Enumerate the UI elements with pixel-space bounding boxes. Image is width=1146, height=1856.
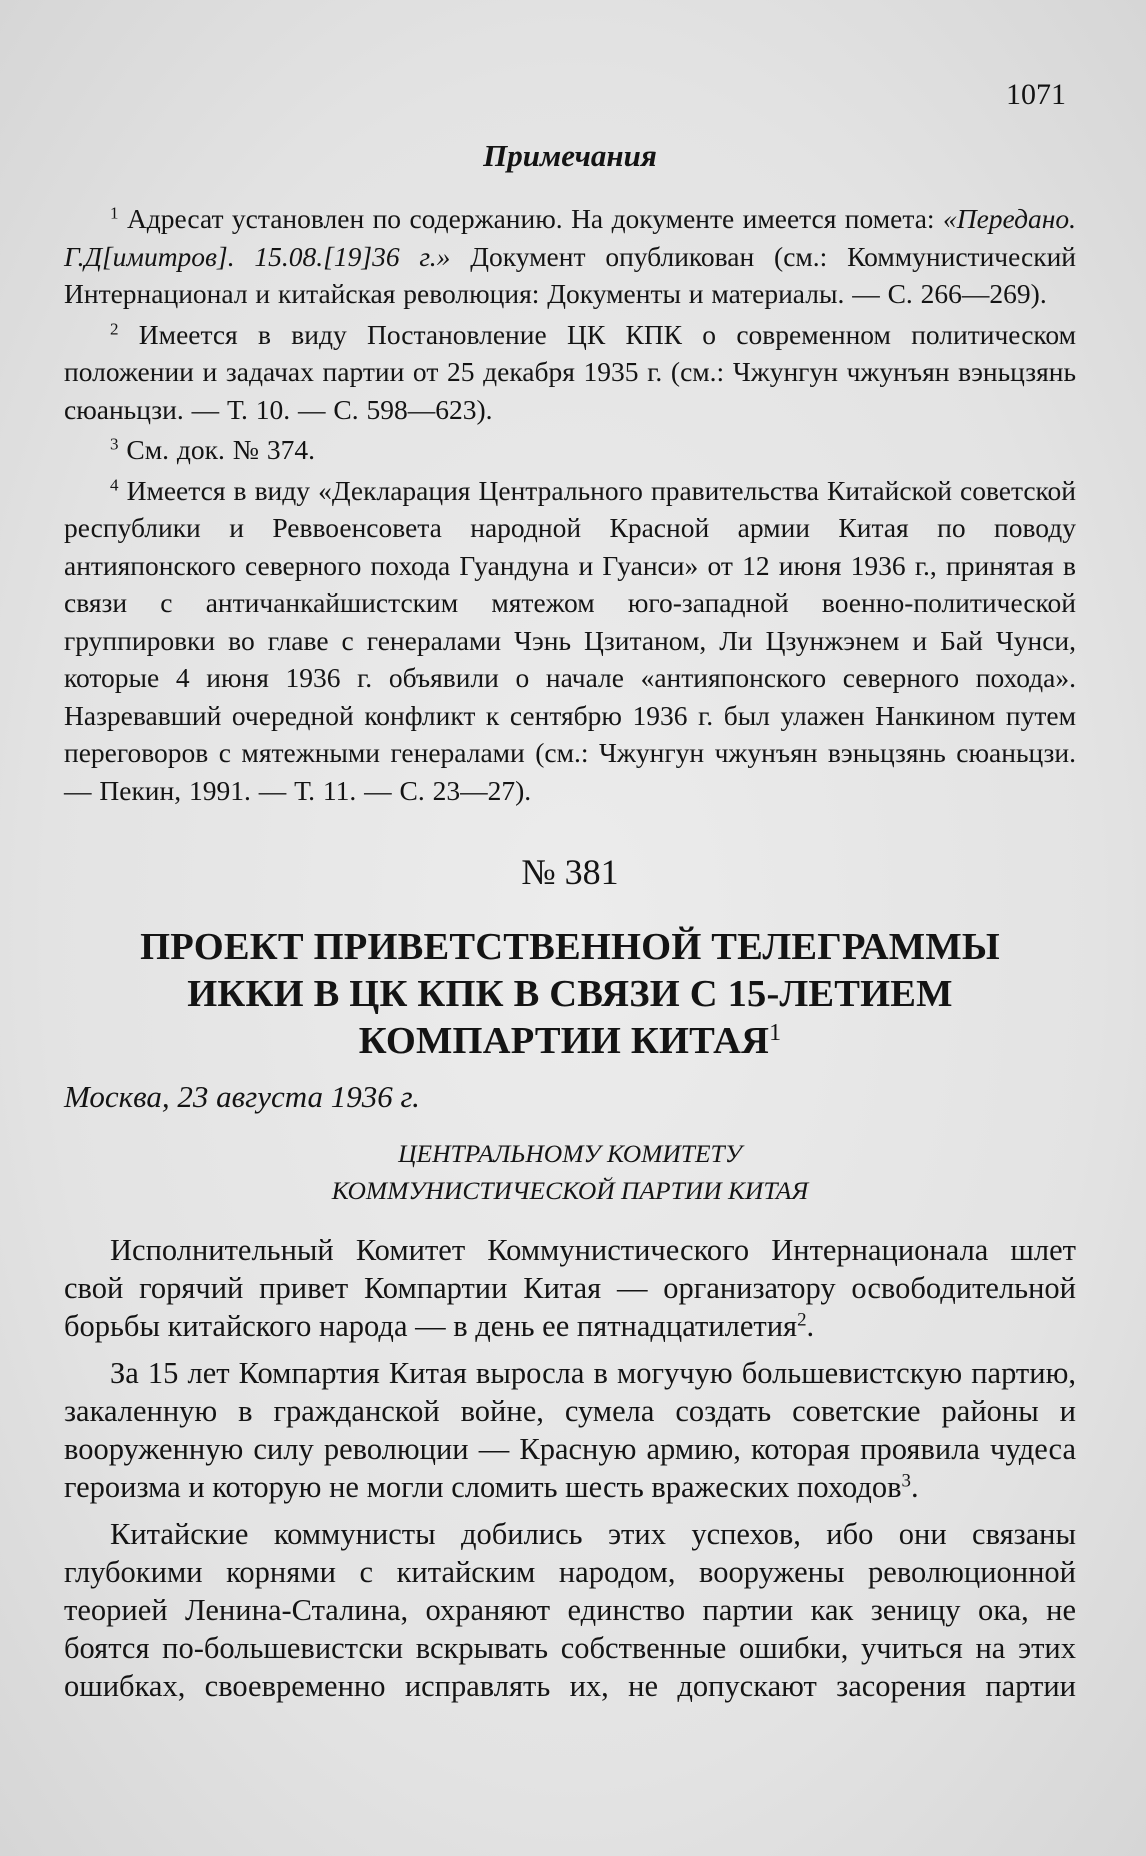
note-3 <box>64 431 1076 469</box>
note-text: Имеется в виду «Декларация Центрального правительства Китайской советской республики и Реввоенсовета народной Красной армии Китая по поводу антияпонского северного похода Гуандуна и Гуанси» от 12 июня 1936 г., принятая в связи с античанкайшистским мятежом юго-западной военно-политической группировки во главе с генералами Чэнь Цзитаном, Ли Цзунжэнем и Бай Чунси, которые 4 июня 1936 г. объявили о начале «антияпонского северного похода». Назревавший очередной конфликт к сентябрю 1936 г. был улажен Нанкином путем переговоров с мятежными генералами (см.: Чжунгун чжунъян вэньцзянь сюаньцзи. — Пекин, 1991. — Т. 11. — С. 23—27). <box>64 474 1076 806</box>
document-title <box>64 924 1076 1065</box>
note-italic-text: «Передано. Г.Д[имитров]. 15.08.[19]36 г.» <box>64 203 1076 272</box>
notes-heading: Примечания <box>483 138 657 173</box>
paragraph-text: Исполнительный Комитет Коммунистического Интернационала шлет свой горячий привет Компартии Китая — организатору освободительной борьбы китайского народа — в день ее пятнадцатилетия <box>64 1233 1076 1343</box>
document-number: № 381 <box>521 852 619 892</box>
footnote-marker: 3 <box>901 1470 911 1492</box>
title-line: КОМПАРТИИ КИТАЯ <box>358 1020 770 1062</box>
note-text: См. док. № 374. <box>118 434 315 465</box>
paragraph-tail: . <box>806 1309 815 1343</box>
note-marker: 4 <box>110 475 119 495</box>
title-line: ПРОЕКТ ПРИВЕТСТВЕННОЙ ТЕЛЕГРАММЫ <box>140 926 1000 968</box>
note-text: Адресат установлен по содержанию. На документе имеется помета: <box>118 203 943 234</box>
footnote-marker: 2 <box>797 1309 807 1331</box>
page-number: 1071 <box>1006 78 1066 111</box>
note-marker: 3 <box>110 434 119 454</box>
body-paragraph <box>64 1354 1076 1506</box>
note-text: Документ опубликован (см.: Коммунистический Интернационал и китайская революция: Документы и материалы. — С. 266—269). <box>64 240 1077 309</box>
document-date: Москва, 23 августа 1936 г. <box>64 1079 420 1114</box>
body-paragraph <box>64 1515 1076 1705</box>
note-marker: 2 <box>110 319 119 339</box>
note-marker: 1 <box>110 203 119 223</box>
paragraph-text: За 15 лет Компартия Китая выросла в могучую большевистскую партию, закаленную в гражданской войне, сумела создать советские районы и вооруженную силу революции — Красную армию, которая проявила чудеса героизма и которую не могли сломить шесть вражеских походов <box>64 1356 1076 1504</box>
addressee <box>64 1135 1076 1209</box>
title-footnote-marker: 1 <box>769 1019 782 1046</box>
note-1 <box>64 200 1076 313</box>
body-paragraph <box>64 1231 1076 1345</box>
note-4 <box>64 472 1076 810</box>
note-2 <box>64 316 1076 429</box>
note-text: Имеется в виду Постановление ЦК КПК о современном политическом положении и задачах партии от 25 декабря 1935 г. (см.: Чжунгун чжунъян вэньцзянь сюаньцзи. — Т. 10. — С. 598—623). <box>64 318 1076 425</box>
paragraph-tail: . <box>910 1470 919 1504</box>
addressee-line: КОММУНИСТИЧЕСКОЙ ПАРТИИ КИТАЯ <box>331 1176 809 1205</box>
paragraph-text: Китайские коммунисты добились этих успехов, ибо они связаны глубокими корнями с китайским народом, вооружены революционной теорией Ленина-Сталина, охраняют единство партии как зеницу ока, не боятся по-большевистски вскрывать собственные ошибки, учиться на этих ошибках, своевременно исправлять их, не допускают засорения партии <box>64 1517 1076 1703</box>
addressee-line: ЦЕНТРАЛЬНОМУ КОМИТЕТУ <box>398 1139 742 1168</box>
text-column <box>64 138 1076 1714</box>
title-line: ИККИ В ЦК КПК В СВЯЗИ С 15-ЛЕТИЕМ <box>187 973 953 1015</box>
